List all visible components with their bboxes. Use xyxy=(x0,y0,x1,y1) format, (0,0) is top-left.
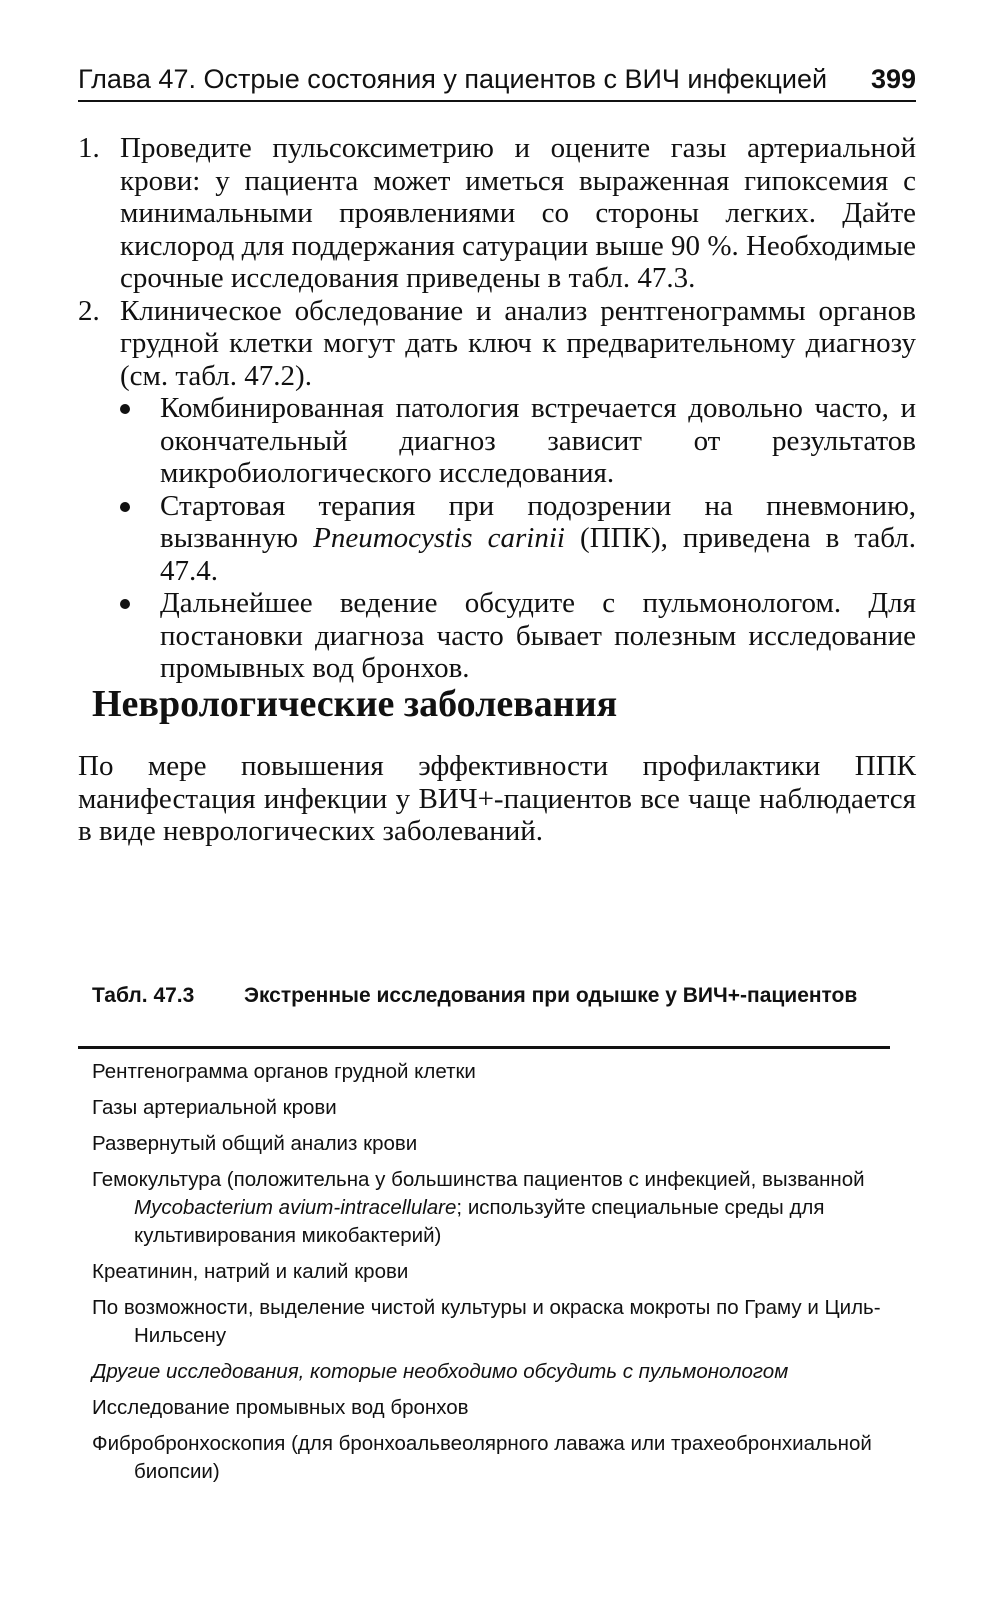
section-heading: Неврологические заболевания xyxy=(92,683,618,725)
numbered-item xyxy=(78,132,916,295)
table-row: Креатинин, натрий и калий крови xyxy=(92,1260,409,1283)
bullet-text: Дальнейшее ведение обсудите с пульмонологом. Для постановки диагноза часто бывает полезным исследование промывных вод бронхов. xyxy=(160,587,916,684)
table-title: Экстренные исследования при одышке у ВИЧ+-пациентов xyxy=(244,984,858,1007)
row-text: Гемокультура (положительна у большинства пациентов с инфекцией, вызванной xyxy=(92,1168,865,1191)
item-text: Клиническое обследование и анализ рентгенограммы органов грудной клетки могут дать ключ к предварительному диагнозу (см. табл. 47.2). xyxy=(120,294,916,392)
table-row: Газы артериальной крови xyxy=(92,1096,337,1119)
table-caption xyxy=(92,982,892,1010)
organism-name: Pneumocystis carinii xyxy=(313,522,565,554)
bullet-text: Стартовая терапия при подозрении на пневмонию, вызванную xyxy=(160,489,916,554)
row-text: ; используйте специальные среды для культивирования микобактерий) xyxy=(134,1196,825,1247)
table-row: По возможности, выделение чистой культуры и окраска мокроты по Граму и Циль-Нильсену xyxy=(92,1296,881,1347)
bullet-dot xyxy=(120,502,130,512)
bullet-item xyxy=(78,490,916,588)
bullet-text: Комбинированная патология встречается довольно часто, и окончательный диагноз зависит от результатов микробиологического исследования. xyxy=(160,392,916,489)
main-list xyxy=(78,132,916,685)
bullet-dot xyxy=(120,404,130,414)
item-number: 2. xyxy=(78,294,100,327)
table-rule xyxy=(78,1046,890,1049)
organism-name: Mycobacterium avium-intracellulare xyxy=(134,1196,457,1219)
bullet-text: (ППК), приведена в табл. 47.4. xyxy=(160,522,916,587)
section-paragraph: По мере повышения эффективности профилактики ППК манифестация инфекции у ВИЧ+-пациентов все чаще наблюдается в виде неврологических заболеваний. xyxy=(78,750,916,847)
item-number: 1. xyxy=(78,132,100,164)
table-row xyxy=(92,1166,882,1250)
table-row: Фибробронхоскопия (для бронхоальвеолярного лаважа или трахеобронхиальной биопсии) xyxy=(92,1432,872,1483)
running-header xyxy=(78,58,916,102)
bullet-dot xyxy=(120,599,130,609)
page-number: 399 xyxy=(870,64,916,94)
table-row: Рентгенограмма органов грудной клетки xyxy=(92,1060,476,1083)
table-row: Развернутый общий анализ крови xyxy=(92,1132,418,1155)
numbered-item xyxy=(78,295,916,393)
table-body xyxy=(92,1058,882,1494)
table-row: Исследование промывных вод бронхов xyxy=(92,1396,469,1419)
bullet-item xyxy=(78,392,916,490)
item-text: Проведите пульсоксиметрию и оцените газы артериальной крови: у пациента может иметься выраженная гипоксемия с минимальными проявлениями со стороны легких. Дайте кислород для поддержания сатурации выше 90 %. Необходимые срочные исследования приведены в табл. 47.3. xyxy=(120,132,916,294)
table-row: Другие исследования, которые необходимо обсудить с пульмонологом xyxy=(92,1360,789,1383)
bullet-item xyxy=(78,587,916,685)
table-label: Табл. 47.3 xyxy=(92,984,195,1007)
bullet-list xyxy=(78,392,916,685)
chapter-title: Глава 47. Острые состояния у пациентов с ВИЧ инфекцией xyxy=(78,64,828,94)
